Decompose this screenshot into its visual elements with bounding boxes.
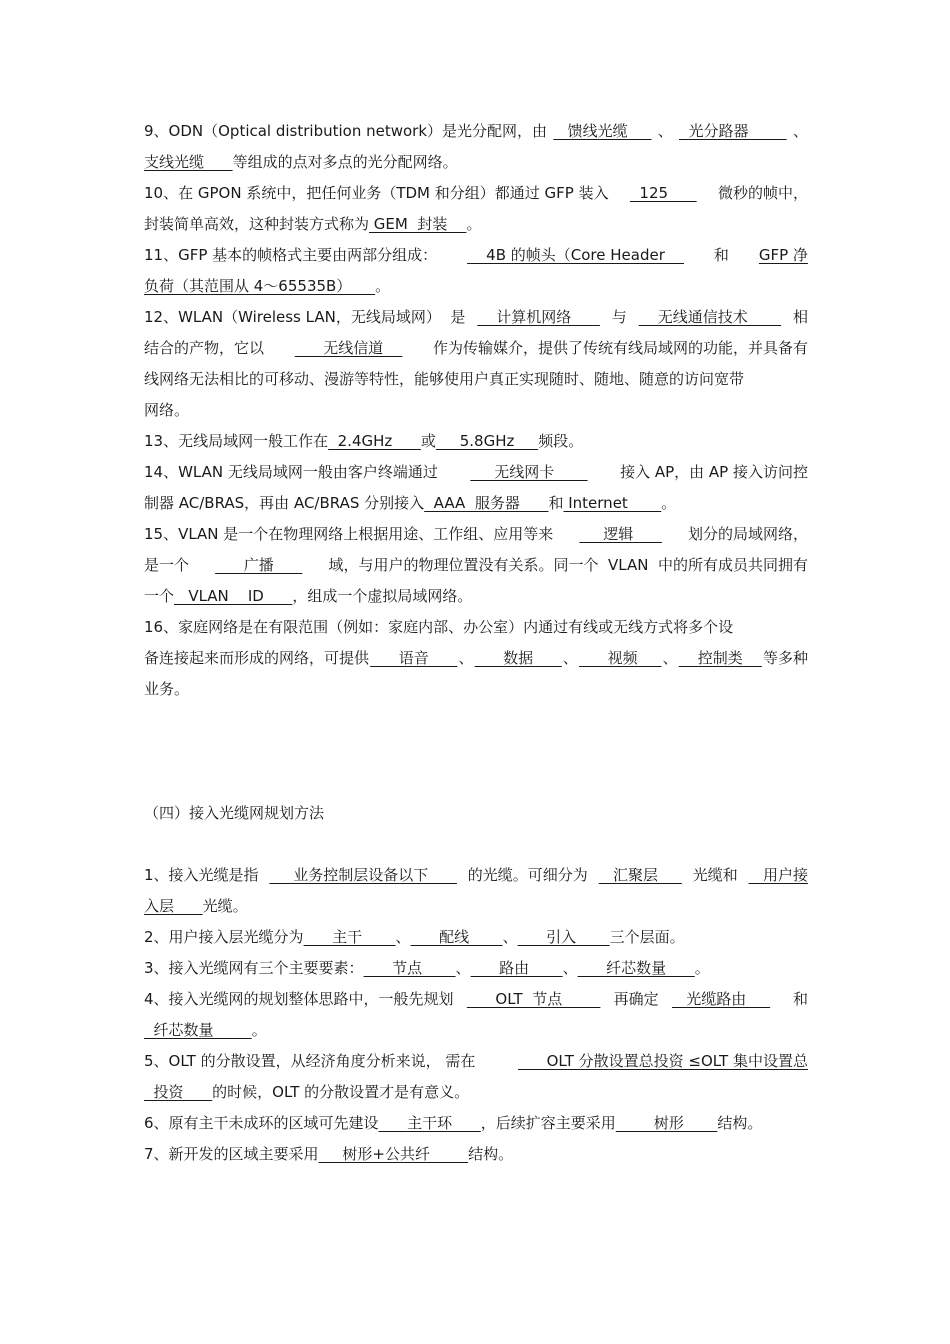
text-line [144, 364, 808, 395]
text-segment: 的光缆。可细分为 [467, 866, 588, 884]
text-segment: 、 [662, 649, 678, 667]
text-segment: 封装简单高效，这种封装方式称为 [144, 215, 370, 233]
answer-blank: 控制类 [678, 649, 762, 667]
answer-blank: 负荷（其范围从 4～65535B） [144, 277, 376, 295]
text-line [144, 860, 808, 891]
text-segment: 接入 AP，由 AP 接入访问控 [620, 463, 808, 481]
spacer [144, 767, 808, 798]
text-segment: 划分的局域网络， [687, 525, 808, 543]
text-line [144, 891, 808, 922]
text-line [144, 643, 808, 674]
answer-blank: 5.8GHz [435, 432, 539, 450]
answer-blank: 语音 [370, 649, 458, 667]
text-line [144, 457, 808, 488]
answer-blank: 计算机网络 [477, 308, 600, 326]
text-segment: 光缆和 [692, 866, 738, 884]
answer-blank: 投资 [144, 1083, 213, 1101]
text-line [144, 1015, 808, 1046]
text-segment: 结构。 [717, 1114, 763, 1132]
answer-blank: 纤芯数量 [577, 959, 695, 977]
text-segment: 等组成的点对多点的光分配网络。 [232, 153, 458, 171]
document-page [144, 116, 808, 1170]
text-segment: 网络。 [144, 401, 190, 419]
text-line [144, 1077, 808, 1108]
text-segment: 、 [458, 649, 474, 667]
text-segment: 三个层面。 [609, 928, 685, 946]
answer-blank: 用户接 [748, 866, 808, 884]
answer-blank: 2.4GHz [328, 432, 421, 450]
question-item [144, 457, 808, 519]
text-segment: 7、新开发的区域主要采用 [144, 1145, 319, 1163]
text-segment: 和 [713, 246, 729, 264]
answer-blank: 纤芯数量 [144, 1021, 252, 1039]
text-segment: 的时候，OLT 的分散设置才是有意义。 [212, 1083, 470, 1101]
spacer [144, 705, 808, 767]
section-heading: （四）接入光缆网规划方法 [144, 804, 325, 822]
answer-blank: 无线网卡 [470, 463, 588, 481]
answer-blank: Internet [563, 494, 662, 512]
text-segment: 和 [783, 990, 808, 1008]
question-item [144, 240, 808, 302]
answer-blank: 引入 [517, 928, 610, 946]
text-segment: 11、GFP 基本的帧格式主要由两部分组成： [144, 246, 438, 264]
text-segment: 、 [657, 122, 673, 140]
text-line [144, 1108, 808, 1139]
text-line [144, 550, 808, 581]
text-segment: 等多种 [762, 649, 808, 667]
answer-blank: 汇聚层 [598, 866, 682, 884]
text-segment: 2、用户接入层光缆分为 [144, 928, 304, 946]
answer-blank: 配线 [410, 928, 503, 946]
text-segment: 、 [562, 649, 578, 667]
question-item [144, 178, 808, 240]
text-line [144, 612, 808, 643]
answer-blank: 支线光缆 [144, 153, 233, 171]
fill-in-questions-part-1 [144, 116, 808, 705]
text-segment: 6、原有主干未成环的区域可先建设 [144, 1114, 379, 1132]
text-segment: 。 [251, 1021, 267, 1039]
text-segment: 。 [375, 277, 391, 295]
planning-item [144, 860, 808, 922]
answer-blank: 业务控制层设备以下 [269, 866, 457, 884]
answer-blank: 主干环 [378, 1114, 481, 1132]
text-segment: 3、接入光缆网有三个主要要素： [144, 959, 364, 977]
text-segment: 光缆。 [202, 897, 248, 915]
answer-blank: 4B 的帧头（Core Header [467, 246, 684, 264]
text-segment: ，后续扩容主要采用 [480, 1114, 616, 1132]
text-segment: 、 [455, 959, 471, 977]
text-segment: ，组成一个虚拟局域网络。 [292, 587, 473, 605]
planning-item [144, 1108, 808, 1139]
answer-blank: GEM 封装 [369, 215, 467, 233]
answer-blank: 视频 [579, 649, 662, 667]
answer-blank: 主干 [303, 928, 396, 946]
spacer [144, 829, 808, 860]
text-segment: 、 [792, 122, 808, 140]
question-item [144, 302, 808, 426]
planning-item [144, 984, 808, 1046]
text-line [144, 209, 808, 240]
answer-blank: 节点 [363, 959, 456, 977]
text-line [144, 302, 808, 333]
planning-item [144, 1046, 808, 1108]
answer-blank: 125 [629, 184, 697, 202]
answer-blank: 无线信道 [294, 339, 403, 357]
text-segment: 相 [792, 308, 808, 326]
text-segment: 备连接起来而形成的网络，可提供 [144, 649, 370, 667]
text-line [144, 953, 808, 984]
answer-blank: 光分路器 [679, 122, 787, 140]
answer-blank: 入层 [144, 897, 203, 915]
text-line [144, 922, 808, 953]
answer-blank: VLAN ID [174, 587, 293, 605]
text-line [144, 395, 808, 426]
text-segment: 作为传输媒介，提供了传统有线局域网的功能，并具备有 [432, 339, 808, 357]
answer-blank: AAA 服务器 [424, 494, 549, 512]
answer-blank: GFP 净 [758, 246, 808, 264]
text-segment: 、 [395, 928, 411, 946]
text-segment: 。 [661, 494, 677, 512]
text-segment: 和 [548, 494, 564, 512]
text-line [144, 178, 808, 209]
text-segment: 结合的产物，它以 [144, 339, 265, 357]
text-line [144, 271, 808, 302]
text-segment: 业务。 [144, 680, 190, 698]
answer-blank: OLT 分散设置总投资 ≤OLT 集中设置总 [517, 1052, 808, 1070]
text-segment: 线网络无法相比的可移动、漫游等特性，能够使用户真正实现随时、随地、随意的访问宽带 [144, 370, 745, 388]
text-segment: 、 [502, 928, 518, 946]
text-segment: 13、无线局域网一般工作在 [144, 432, 329, 450]
text-segment: 16、家庭网络是在有限范围（例如：家庭内部、办公室）内通过有线或无线方式将多个设 [144, 618, 734, 636]
text-line [144, 519, 808, 550]
answer-blank: OLT 节点 [466, 990, 601, 1008]
answer-blank: 树形+公共纤 [318, 1145, 469, 1163]
text-segment: 制器 AC/BRAS，再由 AC/BRAS 分别接入 [144, 494, 425, 512]
text-segment: 域，与用户的物理位置没有关系。同一个 VLAN 中的所有成员共同拥有 [328, 556, 808, 574]
fill-in-questions-part-2 [144, 860, 808, 1170]
text-segment: 15、VLAN 是一个在物理网络上根据用途、工作组、应用等来 [144, 525, 554, 543]
question-item [144, 612, 808, 705]
text-segment: 或 [420, 432, 436, 450]
text-line [144, 674, 808, 705]
text-line [144, 488, 808, 519]
text-segment: 频段。 [538, 432, 584, 450]
answer-blank: 树形 [615, 1114, 718, 1132]
planning-item [144, 922, 808, 953]
answer-blank: 逻辑 [579, 525, 662, 543]
text-line [144, 116, 808, 147]
text-segment: 、 [562, 959, 578, 977]
text-segment: 4、接入光缆网的规划整体思路中，一般先规划 [144, 990, 454, 1008]
text-line [144, 333, 808, 364]
text-segment: 1、接入光缆是指 [144, 866, 259, 884]
text-segment: 5、OLT 的分散设置，从经济角度分析来说， 需在 [144, 1052, 476, 1070]
answer-blank: 广播 [215, 556, 303, 574]
answer-blank: 馈线光缆 [553, 122, 652, 140]
text-line [144, 581, 808, 612]
text-line [144, 426, 808, 457]
question-item [144, 519, 808, 612]
text-line [144, 984, 808, 1015]
text-segment: 微秒的帧中， [717, 184, 808, 202]
text-line [144, 1046, 808, 1077]
answer-blank: 数据 [474, 649, 562, 667]
text-line [144, 240, 808, 271]
planning-item [144, 953, 808, 984]
answer-blank: 路由 [470, 959, 563, 977]
text-segment: 。 [694, 959, 710, 977]
text-segment: 12、WLAN（Wireless LAN，无线局域网） 是 [144, 308, 466, 326]
text-segment: 9、ODN（Optical distribution network）是光分配网，由 [144, 122, 548, 140]
text-line [144, 1139, 808, 1170]
text-segment: 再确定 [613, 990, 659, 1008]
text-segment: 14、WLAN 无线局域网一般由客户终端通过 [144, 463, 438, 481]
text-segment: 一个 [144, 587, 175, 605]
text-segment: 是一个 [144, 556, 190, 574]
question-item [144, 426, 808, 457]
answer-blank: 光缆路由 [671, 990, 771, 1008]
text-segment: 与 [611, 308, 627, 326]
planning-item [144, 1139, 808, 1170]
text-segment: 结构。 [468, 1145, 514, 1163]
answer-blank: 无线通信技术 [638, 308, 782, 326]
text-segment: 10、在 GPON 系统中，把任何业务（TDM 和分组）都通过 GFP 装入 [144, 184, 609, 202]
question-item [144, 116, 808, 178]
text-segment: 。 [466, 215, 482, 233]
text-line [144, 147, 808, 178]
